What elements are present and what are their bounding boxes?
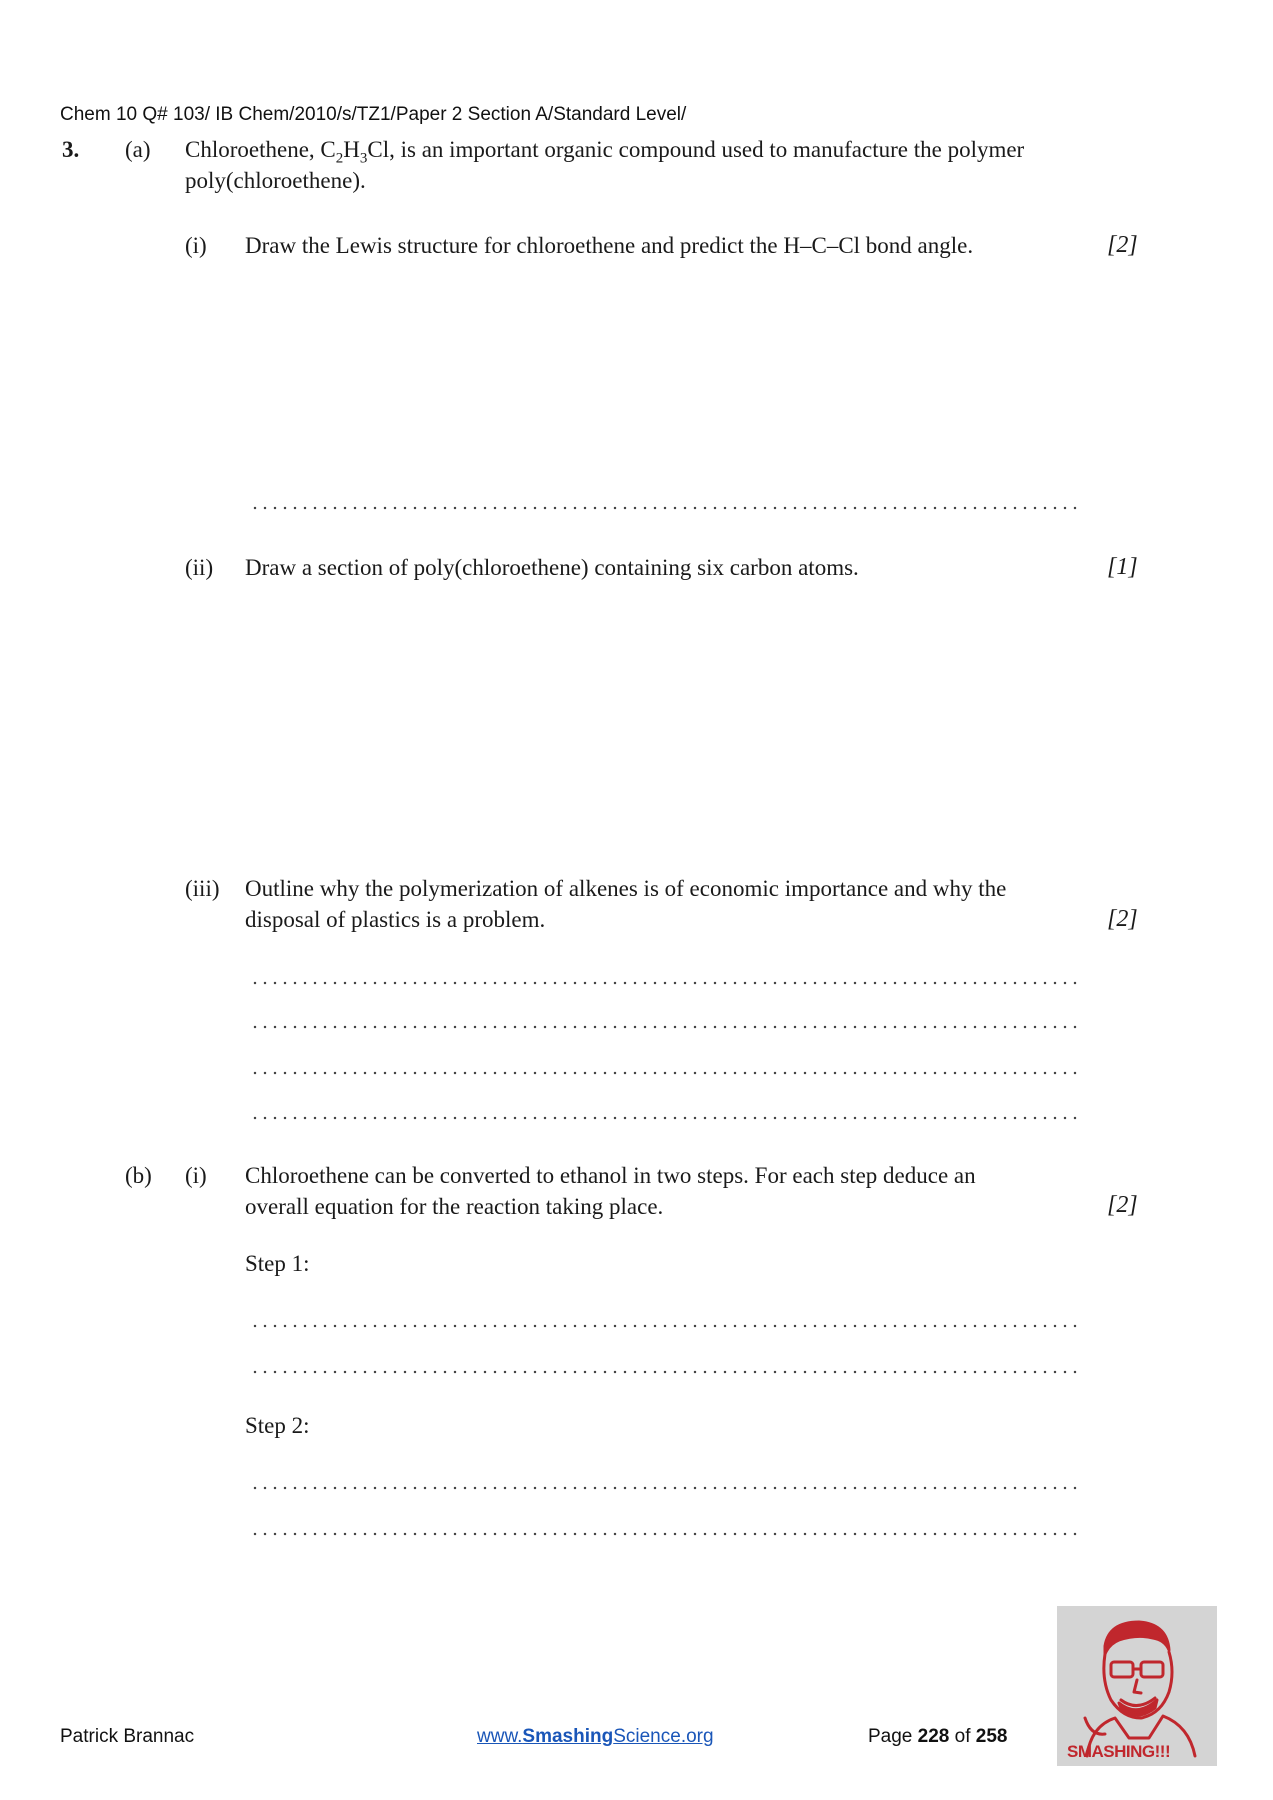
footer-author: Patrick Brannac [60, 1726, 195, 1747]
part-a-label: (a) [125, 137, 151, 162]
a-ii-text: Draw a section of poly(chloroethene) containing six carbon atoms. [245, 555, 859, 580]
footer-website-link[interactable]: www.SmashingScience.org [477, 1726, 714, 1747]
step2-label: Step 2: [245, 1413, 310, 1438]
stamp-text: SMASHING!!! [1067, 1742, 1171, 1761]
b-i-line2: overall equation for the reaction taking place. [245, 1194, 664, 1219]
answer-line [250, 1025, 1080, 1029]
a-i-marks: [2] [1107, 232, 1138, 258]
b-i-line1: Chloroethene can be converted to ethanol in two steps. For each step deduce an [245, 1163, 976, 1188]
a-iii-line2: disposal of plastics is a problem. [245, 907, 546, 932]
b-i-marks: [2] [1107, 1192, 1138, 1218]
document-header: Chem 10 Q# 103/ IB Chem/2010/s/TZ1/Paper 2 Section A/Standard Level/ [60, 104, 687, 125]
part-a-intro-line2: poly(chloroethene). [185, 168, 366, 193]
answer-line [250, 1324, 1080, 1328]
question-number: 3. [62, 137, 80, 162]
part-a-intro: Chloroethene, $C_2H_3Cl$, is an important organic compound used to manufacture the polymer [185, 137, 1025, 167]
a-ii-label: (ii) [185, 555, 214, 580]
answer-line [250, 506, 1080, 510]
answer-line [250, 981, 1080, 985]
answer-line [250, 1071, 1080, 1075]
answer-line [250, 1532, 1080, 1536]
part-b-label: (b) [125, 1163, 152, 1188]
a-iii-marks: [2] [1107, 906, 1138, 932]
step1-label: Step 1: [245, 1251, 310, 1276]
footer-page-number: Page 228 of 258 [868, 1726, 1008, 1747]
answer-line [250, 1116, 1080, 1120]
a-ii-marks: [1] [1107, 554, 1138, 580]
answer-line [250, 1370, 1080, 1374]
a-i-text: Draw the Lewis structure for chloroethene and predict the H–C–Cl bond angle. [245, 233, 974, 258]
answer-line [250, 1486, 1080, 1490]
a-i-label: (i) [185, 233, 207, 258]
a-iii-line1: Outline why the polymerization of alkenes is of economic importance and why the [245, 876, 1007, 901]
a-iii-label: (iii) [185, 876, 220, 901]
b-i-label: (i) [185, 1163, 207, 1188]
smashing-stamp-logo [1057, 1606, 1217, 1766]
